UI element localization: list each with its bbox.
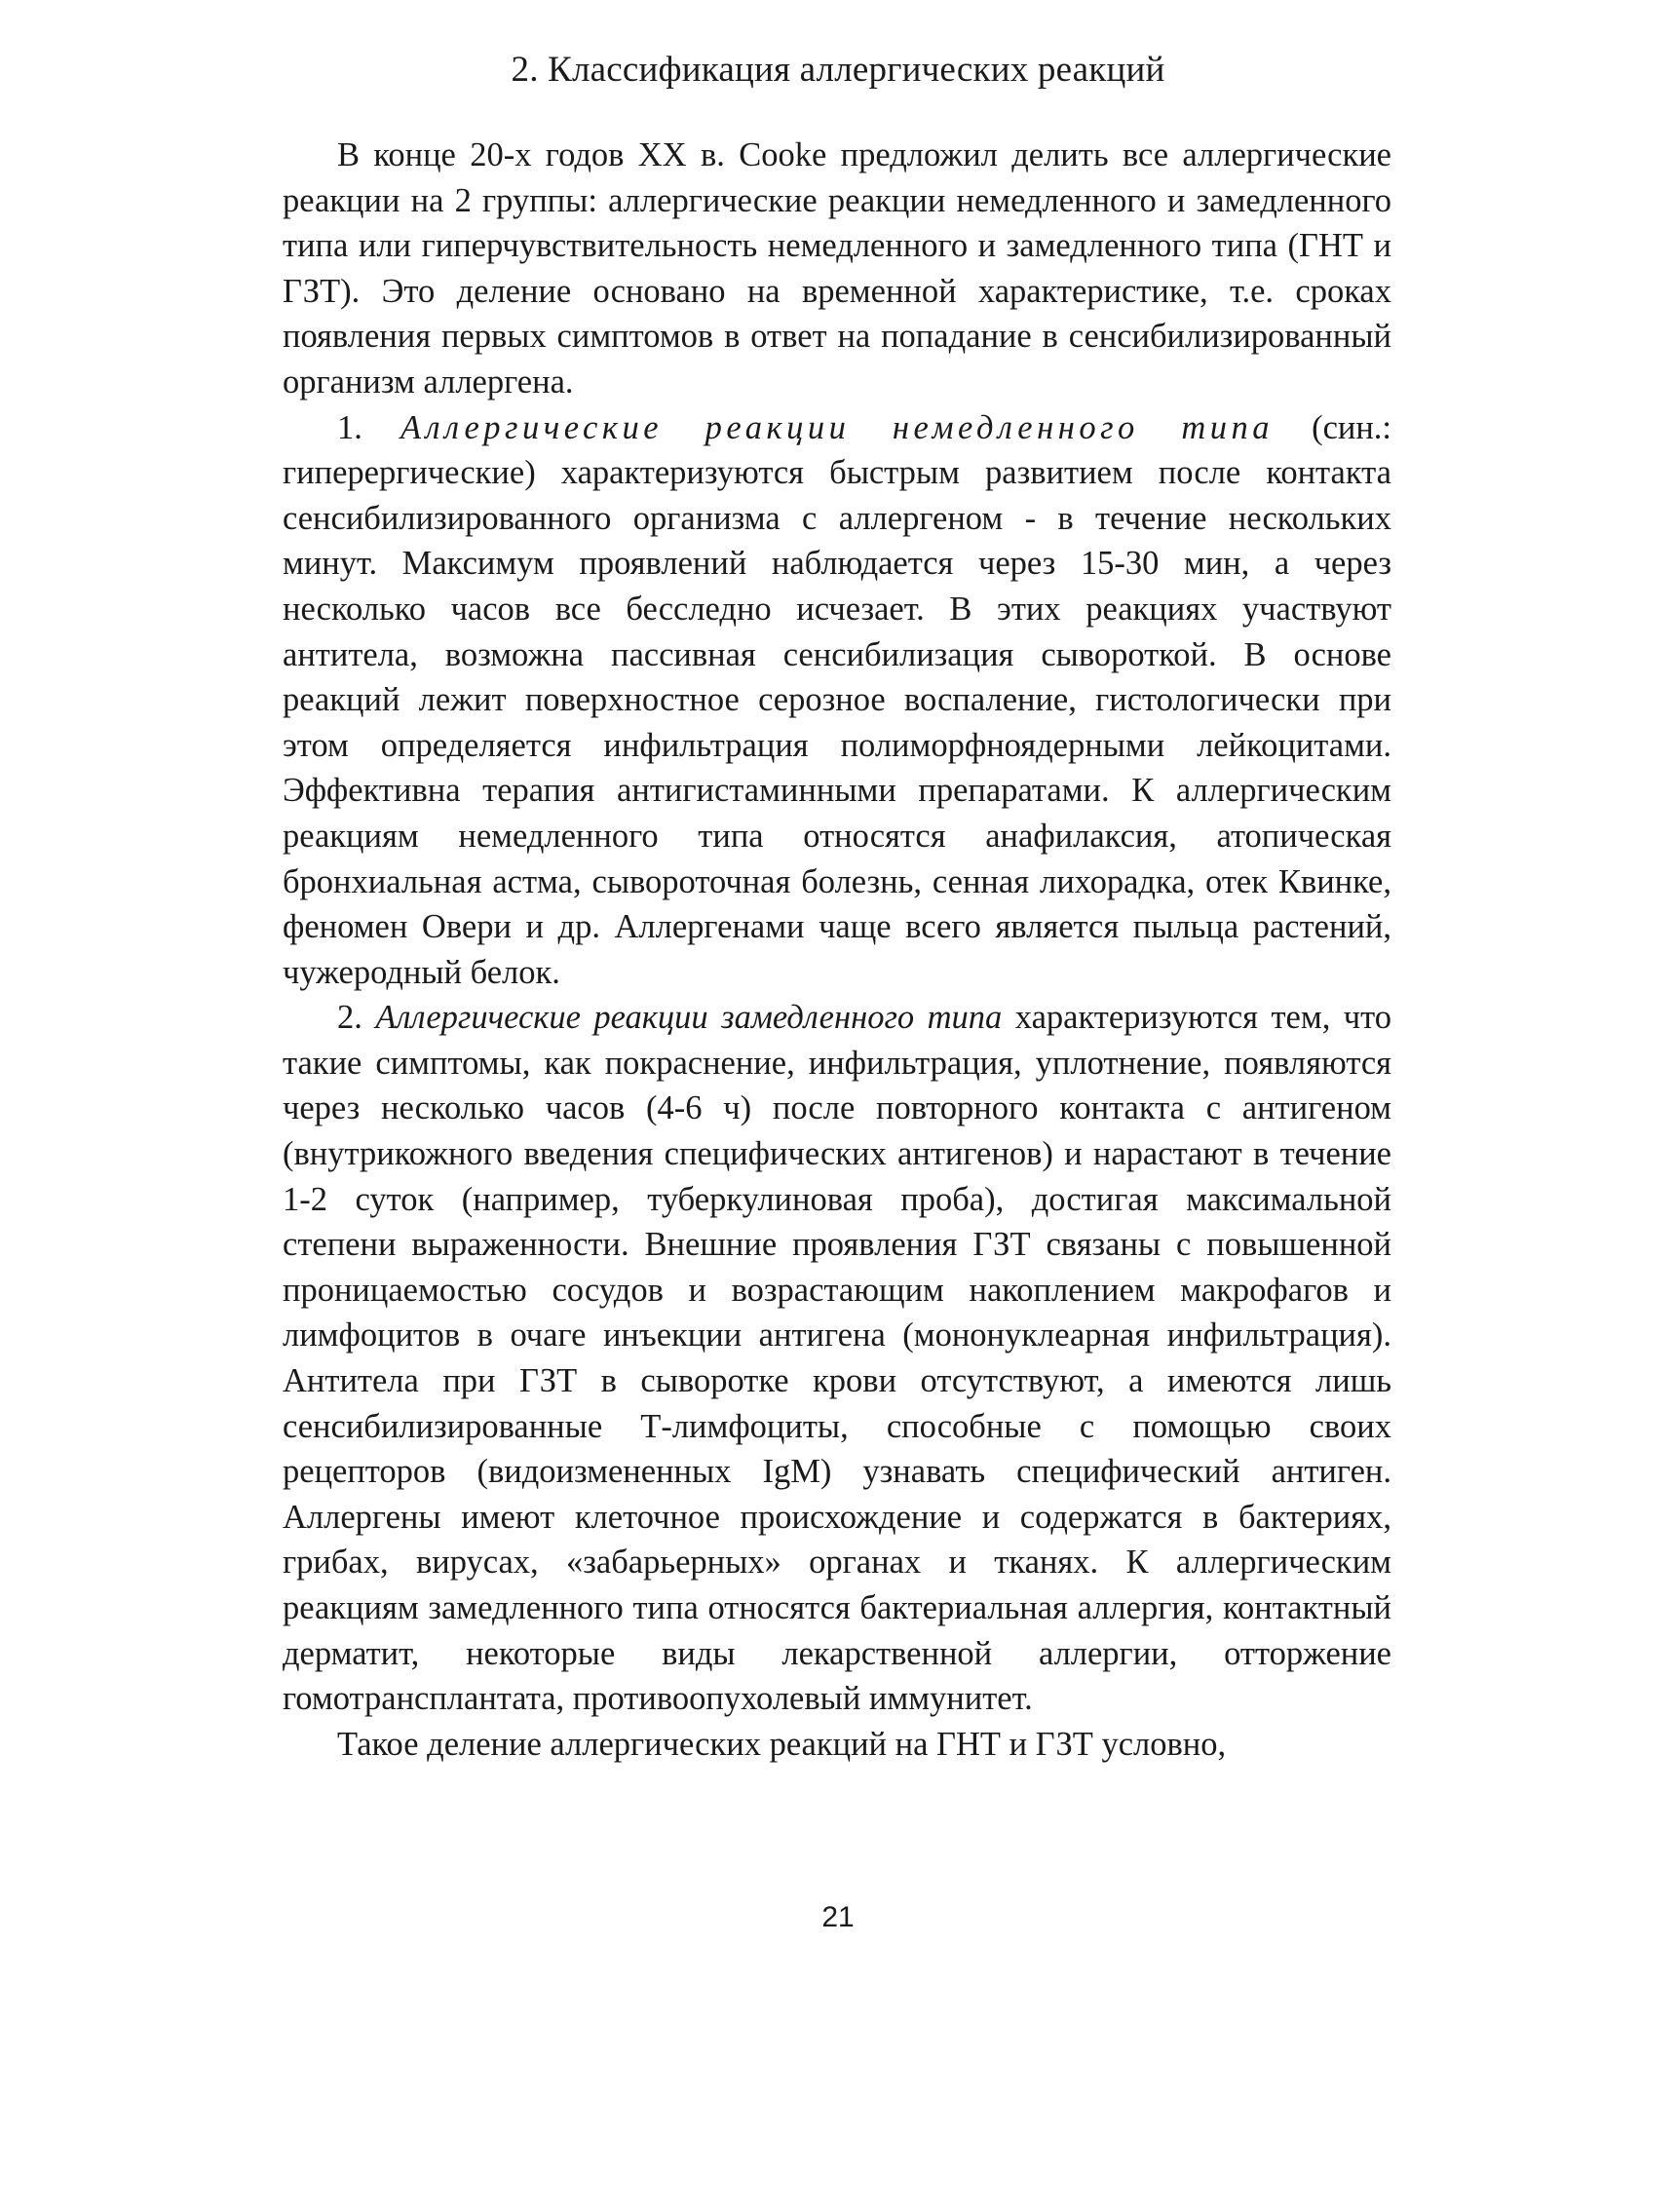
term-immediate-type: Аллергические реакции немедленного типа [400, 408, 1275, 446]
term-delayed-type: Аллергические реакции замедленного типа [375, 999, 1003, 1037]
running-title: 2. Классификация аллергических реакций [511, 50, 1165, 90]
paragraph-delayed-type-text: характеризуются тем, что такие симптомы, как покраснение, инфильтрация, уплотнение, появляются через несколько часов (4-6 ч) после повторного контакта с антигеном (внутрикожного введения специфических антигенов) и нарастают в течение 1-2 суток (например, туберкулиновая проба), достигая максимальной степени выраженности. Внешние проявления ГЗТ связаны с повышенной проницаемостью сосудов и возрастающим накоплением макрофагов и лимфоцитов в очаге инъекции антигена (мононуклеарная инфильтрация). Антитела при ГЗТ в сыворотке крови отсутствуют, а имеются лишь сенсибилизированные Т-лимфоциты, способные с помощью своих рецепторов (видоизмененных IgM) узнавать специфический антиген. Аллергены имеют клеточное происхождение и содержатся в бактериях, грибах, вирусах, «забарьерных» органах и тканях. К аллергическим реакциям замедленного типа относятся бактериальная аллергия, контактный дерматит, некоторые виды лекарственной аллергии, отторжение гомотрансплантата, противоопухолевый иммунитет. [283, 999, 1392, 1718]
body-text [283, 133, 1391, 1767]
paragraph-delayed-type [283, 995, 1391, 1722]
paragraph-intro: В конце 20-х годов XX в. Cooke предложил делить все аллергические реакции на 2 группы: аллергические реакции немедленного и замедленного типа или гиперчувствительность немедленного и замедленного типа (ГНТ и ГЗТ). Это деление основано на временной характеристике, т.е. сроках появления первых симптомов в ответ на попадание в сенсибилизированный организм аллергена. [283, 136, 1391, 400]
page-number: 21 [821, 1901, 855, 1933]
paragraph-immediate-type [283, 405, 1391, 996]
item-number-2: 2. [337, 999, 376, 1037]
item-number-1: 1. [337, 408, 400, 446]
paragraph-conditional-division: Такое деление аллергических реакций на ГНТ и ГЗТ условно, [337, 1725, 1227, 1763]
paragraph-immediate-type-text: (син.: гиперергические) характеризуются быстрым развитием после контакта сенсибилизированного организма с аллергеном - в течение нескольких минут. Максимум проявлений наблюдается через 15-30 мин, а через несколько часов все бесследно исчезает. В этих реакциях участвуют антитела, возможна пассивная сенсибилизация сывороткой. В основе реакций лежит поверхностное серозное воспаление, гистологически при этом определяется инфильтрация полиморфноядерными лейкоцитами. Эффективна терапия антигистаминными препаратами. К аллергическим реакциям немедленного типа относятся анафилаксия, атопическая бронхиальная астма, сывороточная болезнь, сенная лихорадка, отек Квинке, феномен Овери и др. Аллергенами чаще всего является пыльца растений, чужеродный белок. [283, 408, 1392, 991]
